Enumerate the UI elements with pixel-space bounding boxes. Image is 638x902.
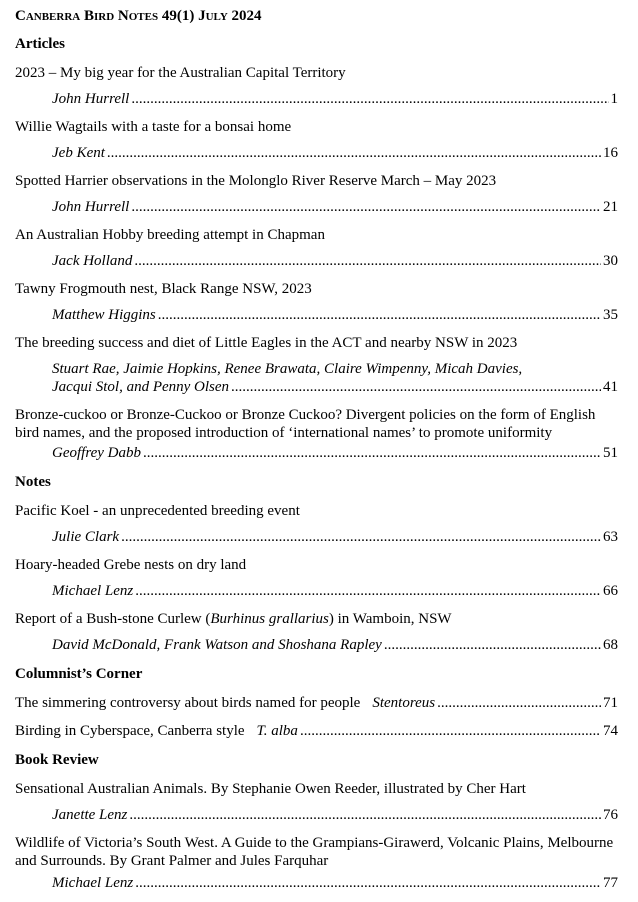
dot-leader xyxy=(437,694,601,712)
dot-leader xyxy=(143,444,601,462)
section-heading-articles: Articles xyxy=(15,36,65,52)
note-title: Hoary-headed Grebe nests on dry land xyxy=(15,557,247,573)
page-number: 41 xyxy=(603,379,618,395)
dot-leader xyxy=(131,90,608,108)
dot-leader xyxy=(135,874,601,892)
page-number: 74 xyxy=(603,723,618,739)
page-number: 16 xyxy=(603,145,618,161)
article-title: Willie Wagtails with a taste for a bonsai home xyxy=(15,119,292,135)
toc-entry xyxy=(15,64,618,108)
section-heading-notes: Notes xyxy=(15,474,51,490)
column-title: Birding in Cyberspace, Canberra style xyxy=(15,723,245,739)
page-number: 1 xyxy=(610,91,618,107)
page-number: 30 xyxy=(603,253,618,269)
dot-leader xyxy=(121,528,601,546)
page-number: 66 xyxy=(603,583,618,599)
page-number: 77 xyxy=(603,875,618,891)
article-title: 2023 – My big year for the Australian Capital Territory xyxy=(15,65,346,81)
toc-entry xyxy=(15,834,618,892)
toc-entry xyxy=(15,556,618,600)
author-name: Janette Lenz xyxy=(52,807,128,823)
review-title: Sensational Australian Animals. By Stephanie Owen Reeder, illustrated by Cher Hart xyxy=(15,781,526,797)
author-line xyxy=(52,90,618,108)
dot-leader xyxy=(231,378,601,396)
column-title: The simmering controversy about birds named for people xyxy=(15,695,361,711)
table-of-contents xyxy=(15,6,618,902)
toc-entry xyxy=(15,406,618,462)
toc-entry xyxy=(15,280,618,324)
author-line xyxy=(52,378,618,396)
note-title: Pacific Koel - an unprecedented breeding event xyxy=(15,503,300,519)
author-name: Stuart Rae, Jaimie Hopkins, Renee Brawata, Claire Wimpenny, Micah Davies, xyxy=(52,361,523,377)
toc-entry xyxy=(15,226,618,270)
article-title: Tawny Frogmouth nest, Black Range NSW, 2023 xyxy=(15,281,312,297)
page-number: 71 xyxy=(603,695,618,711)
title-text: Report of a Bush-stone Curlew ( xyxy=(15,611,211,627)
author-name: David McDonald, Frank Watson and Shoshana Rapley xyxy=(52,637,382,653)
author-name: Matthew Higgins xyxy=(52,307,156,323)
article-title: The breeding success and diet of Little Eagles in the ACT and nearby NSW in 2023 xyxy=(15,335,518,351)
dot-leader xyxy=(131,198,601,216)
author-name: T. alba xyxy=(256,723,298,739)
page-number: 21 xyxy=(603,199,618,215)
author-line xyxy=(52,528,618,546)
review-title: Wildlife of Victoria’s South West. A Guide to the Grampians-Girawerd, Volcanic Plains, Melbourne and Surrounds. By Grant Palmer and Jules Farquhar xyxy=(15,835,614,869)
title-text: ) in Wamboin, NSW xyxy=(328,611,452,627)
toc-entry xyxy=(15,172,618,216)
author-name: Michael Lenz xyxy=(52,583,134,599)
toc-entry xyxy=(15,334,618,396)
page-number: 63 xyxy=(603,529,618,545)
author-name: Geoffrey Dabb xyxy=(52,445,142,461)
section-heading-book-review: Book Review xyxy=(15,752,99,768)
author-line xyxy=(52,582,618,600)
article-title: An Australian Hobby breeding attempt in Chapman xyxy=(15,227,325,243)
toc-entry xyxy=(15,780,618,824)
toc-entry xyxy=(15,118,618,162)
dot-leader xyxy=(129,806,601,824)
toc-entry xyxy=(15,502,618,546)
author-name: Jacqui Stol, and Penny Olsen xyxy=(52,379,230,395)
author-line xyxy=(52,306,618,324)
dot-leader xyxy=(107,144,601,162)
author-name: Jack Holland xyxy=(52,253,133,269)
page-number: 35 xyxy=(603,307,618,323)
author-name: Julie Clark xyxy=(52,529,120,545)
page-number: 68 xyxy=(603,637,618,653)
author-line xyxy=(52,636,618,654)
page-number: 51 xyxy=(603,445,618,461)
toc-entry xyxy=(15,722,618,740)
toc-entry xyxy=(15,694,618,712)
author-name: Michael Lenz xyxy=(52,875,134,891)
toc-entry xyxy=(15,610,618,654)
species-name: Burhinus grallarius xyxy=(210,611,329,627)
author-line xyxy=(52,874,618,892)
author-line xyxy=(52,198,618,216)
author-name: John Hurrell xyxy=(52,91,130,107)
author-line xyxy=(52,144,618,162)
dot-leader xyxy=(300,722,601,740)
author-line xyxy=(52,806,618,824)
dot-leader xyxy=(158,306,601,324)
author-name: Stentoreus xyxy=(372,695,436,711)
article-title: Spotted Harrier observations in the Molonglo River Reserve March – May 2023 xyxy=(15,173,497,189)
dot-leader xyxy=(134,252,601,270)
journal-header: Canberra Bird Notes 49(1) July 2024 xyxy=(15,8,262,24)
section-heading-columnists: Columnist’s Corner xyxy=(15,666,143,682)
note-title xyxy=(15,610,618,628)
article-title: Bronze-cuckoo or Bronze-Cuckoo or Bronze Cuckoo? Divergent policies on the form of English bird names, and the proposed introduction of ‘international names’ to promote uniformity xyxy=(15,407,596,441)
author-name: Jeb Kent xyxy=(52,145,105,161)
author-line xyxy=(52,252,618,270)
author-line xyxy=(52,444,618,462)
dot-leader xyxy=(135,582,601,600)
page-number: 76 xyxy=(603,807,618,823)
author-name: John Hurrell xyxy=(52,199,130,215)
dot-leader xyxy=(384,636,601,654)
